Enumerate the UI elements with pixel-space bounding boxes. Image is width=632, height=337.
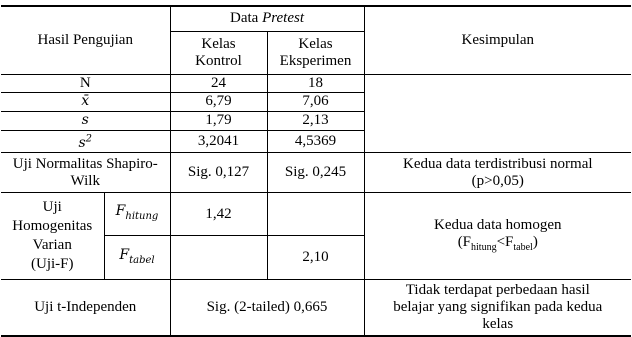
f-tabel-empty (170, 236, 267, 280)
stat-label-mean: x̄ (1, 92, 170, 111)
f-hitung-value: 1,42 (170, 193, 267, 236)
f-tabel-symbol: $F_{tabel}$ (104, 236, 170, 280)
t-independen-label: Uji t-Independen (1, 280, 170, 336)
pretest-analysis-table (1, 5, 631, 337)
f-hitung-symbol: $F_{hitung}$ (104, 193, 170, 236)
t-independen-value: Sig. (2-tailed) 0,665 (170, 280, 364, 336)
header-hasil-pengujian: Hasil Pengujian (1, 6, 170, 74)
stat-variance-eksperimen: 4,5369 (267, 130, 364, 153)
stat-n-eksperimen: 18 (267, 74, 364, 92)
f-hitung-empty (267, 193, 364, 236)
stat-label-n: N (1, 74, 170, 92)
stat-label-variance: $s^2$ (1, 130, 170, 153)
stat-mean-kontrol: 6,79 (170, 92, 267, 111)
stat-mean-eksperimen: 7,06 (267, 92, 364, 111)
header-kesimpulan: Kesimpulan (364, 6, 631, 74)
stat-sd-kontrol: 1,79 (170, 111, 267, 130)
homogenitas-kesimpulan: Kedua data homogen $(F_{hitung}<F_{tabel})$ (364, 193, 631, 280)
stats-kesimpulan-empty (364, 74, 631, 153)
stat-variance-kontrol: 3,2041 (170, 130, 267, 153)
stat-sd-eksperimen: 2,13 (267, 111, 364, 130)
stat-label-sd: s (1, 111, 170, 130)
header-kelas-kontrol: Kelas Kontrol (170, 31, 267, 74)
homogenitas-label: Uji Homogenitas Varian (Uji-F) (1, 193, 104, 280)
t-independen-kesimpulan: Tidak terdapat perbedaan hasil belajar yang signifikan pada kedua kelas (364, 280, 631, 336)
header-data-pretest: Data Pretest (170, 6, 364, 31)
normalitas-kontrol: Sig. 0,127 (170, 153, 267, 193)
f-tabel-value: 2,10 (267, 236, 364, 280)
header-kelas-eksperimen: Kelas Eksperimen (267, 31, 364, 74)
normalitas-kesimpulan: Kedua data terdistribusi normal (p>0,05) (364, 153, 631, 193)
stat-n-kontrol: 24 (170, 74, 267, 92)
normalitas-eksperimen: Sig. 0,245 (267, 153, 364, 193)
normalitas-label: Uji Normalitas Shapiro- Wilk (1, 153, 170, 193)
